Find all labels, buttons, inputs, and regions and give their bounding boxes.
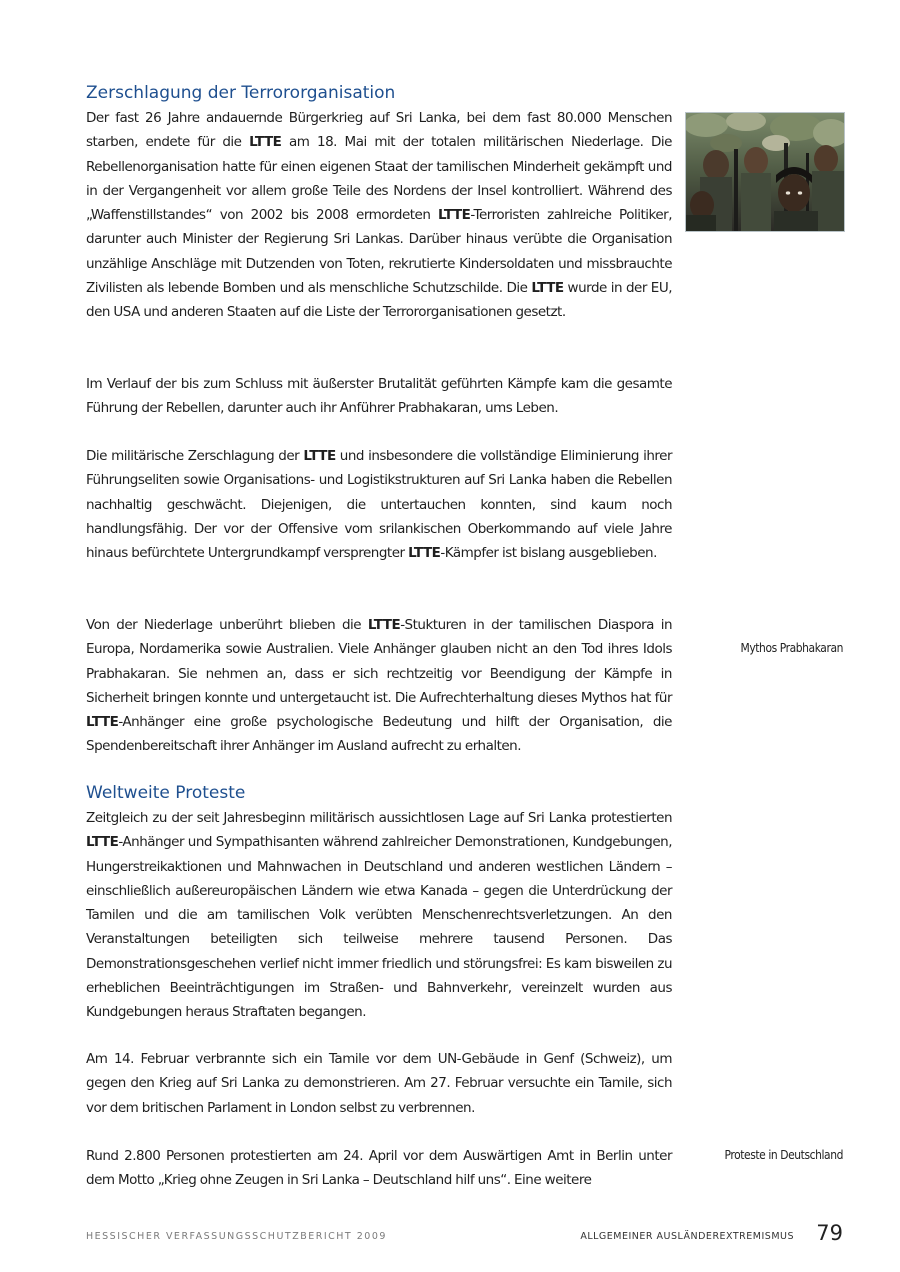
- margin-note-mythos: Mythos Prabhakaran: [740, 640, 843, 655]
- text-run: am 18. Mai mit der totalen militärischen Niederlage. Die Rebellenorganisation hatte für einen eigenen Staat der tamilischen Minderheit gekämpft und in der Vergangenheit vor allem große Teile des Nordens der Insel kontrolliert. Während des „Waffenstillstandes“ von 2002 bis 2008 ermordeten: [86, 134, 672, 224]
- paragraph: [86, 806, 672, 1025]
- bold-term: LTTE: [86, 834, 119, 851]
- margin-note-proteste: Proteste in Deutschland: [724, 1147, 843, 1162]
- text-run: -Terroristen zahlreiche Politiker, darunter auch Minister der Regierung Sri Lankas. Darüber hinaus verübte die Organisation unzählige Anschläge mit Dutzenden von Toten, rekrutierte Kindersoldaten und missbrauchte Zivilisten als lebende Bomben und als menschliche Schutzschilde. Die: [86, 207, 673, 297]
- text-run: Zeitgleich zu der seit Jahresbeginn militärisch aussichtlosen Lage auf Sri Lanka protestierten: [86, 810, 672, 826]
- text-run: Im Verlauf der bis zum Schluss mit äußerster Brutalität geführten Kämpfe kam die gesamte Führung der Rebellen, darunter auch ihr Anführer Prabhakaran, ums Leben.: [86, 376, 672, 417]
- paragraph: [86, 444, 672, 565]
- text-run: Von der Niederlage unberührt blieben die: [86, 617, 368, 633]
- text-run: wurde in der EU, den USA und anderen Staaten auf die Liste der Terrororganisationen gesetzt.: [86, 280, 672, 321]
- text-run: -Kämpfer ist bislang ausgeblieben.: [440, 545, 657, 562]
- text-run: Am 14. Februar verbrannte sich ein Tamile vor dem UN-Gebäude in Genf (Schweiz), um gegen den Krieg auf Sri Lanka zu demonstrieren. Am 27. Februar versuchte ein Tamile, sich vor dem britischen Parlament in London selbst zu verbrennen.: [86, 1051, 672, 1116]
- ltte-fighters-photo: [685, 112, 845, 232]
- text-run: Der fast 26 Jahre andauernde Bürgerkrieg auf Sri Lanka, bei dem fast 80.000 Menschen starben, endete für die: [86, 110, 672, 151]
- text-run: -Stukturen in der tamilischen Diaspora in Europa, Nordamerika sowie Australien. Viele Anhänger glauben nicht an den Tod ihres Idols Prabhakaran. Sie nehmen an, dass er sich rechtzeitig vor Beendigung der Kämpfe in Sicherheit bringen konnte und untergetaucht ist. Die Aufrechterhaltung dieses Mythos hat für: [86, 617, 673, 706]
- section-heading-proteste: Weltweite Proteste: [86, 783, 246, 803]
- footer-report-title: HESSISCHER VERFASSUNGSSCHUTZBERICHT 2009: [86, 1231, 387, 1242]
- bold-term: LTTE: [249, 134, 282, 151]
- text-run: Rund 2.800 Personen protestierten am 24. April vor dem Auswärtigen Amt in Berlin unter dem Motto „Krieg ohne Zeugen in Sri Lanka – Deutschland hilf uns“. Eine weitere: [86, 1148, 672, 1189]
- section-heading-zerschlagung: Zerschlagung der Terrororganisation: [86, 83, 396, 103]
- paragraph: [86, 613, 672, 759]
- bold-term: LTTE: [531, 280, 564, 297]
- text-run: Die militärische Zerschlagung der: [86, 448, 304, 464]
- paragraph: [86, 106, 672, 325]
- text-run: -Anhänger eine große psychologische Bedeutung und hilft der Organisation, die Spendenbereitschaft ihrer Anhänger im Ausland aufrecht zu erhalten.: [86, 714, 672, 755]
- paragraph: [86, 1144, 672, 1193]
- text-run: und insbesondere die vollständige Eliminierung ihrer Führungseliten sowie Organisations- und Logistikstrukturen auf Sri Lanka haben die Rebellen nachhaltig geschwächt. Diejenigen, die untertauchen konnten, sind kaum noch handlungsfähig. Der vor der Offensive vom srilankischen Oberkommando auf viele Jahre hinaus befürchtete Untergrundkampf versprengter: [86, 448, 672, 562]
- bold-term: LTTE: [367, 617, 401, 633]
- paragraph: [86, 372, 672, 421]
- bold-term: LTTE: [303, 448, 336, 464]
- paragraph: [86, 1047, 672, 1120]
- footer-chapter-title: ALLGEMEINER AUSLÄNDEREXTREMISMUS: [580, 1231, 794, 1242]
- bold-term: LTTE: [86, 714, 119, 731]
- text-run: -Anhänger und Sympathisanten während zahlreicher Demonstrationen, Kundgebungen, Hungerstreikaktionen und Mahnwachen in Deutschland und anderen westlichen Ländern – einschließlich außereuropäischen Ländern wie etwa Kanada – gegen die Unterdrückung der Tamilen und die am tamilischen Volk verübten Menschenrechtsverletzungen. An den Veranstaltungen beteiligten sich teilweise mehrere tausend Personen. Das Demonstrationsgeschehen verlief nicht immer friedlich und störungsfrei: Es kam bisweilen zu erheblichen Beeinträchtigungen im Straßen- und Bahnverkehr, vereinzelt wurden aus Kundgebungen heraus Straftaten begangen.: [86, 834, 672, 1021]
- photo-illustration: [686, 113, 844, 231]
- page-number: 79: [816, 1221, 843, 1245]
- bold-term: LTTE: [438, 207, 471, 224]
- bold-term: LTTE: [408, 545, 441, 562]
